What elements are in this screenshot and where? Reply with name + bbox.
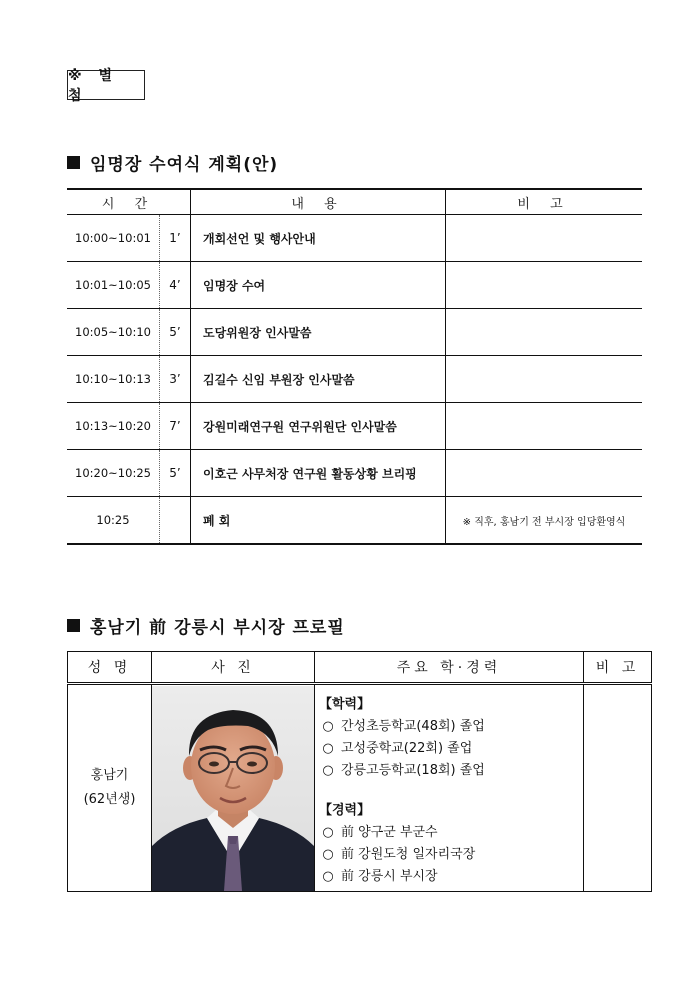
bullet-icon: ○ bbox=[322, 825, 334, 840]
profile-section-title bbox=[67, 613, 345, 638]
row-duration: 5’ bbox=[160, 309, 191, 356]
schedule-header-row bbox=[67, 189, 642, 215]
list-item bbox=[319, 821, 579, 840]
row-content: 폐 회 bbox=[191, 497, 446, 545]
education-item: 간성초등학교(48회) 졸업 bbox=[341, 719, 485, 734]
profile-note-cell bbox=[584, 684, 652, 892]
portrait-photo bbox=[152, 686, 314, 891]
header-content: 내 용 bbox=[191, 189, 446, 215]
profile-title-text: 홍남기 前 강릉시 부시장 프로필 bbox=[90, 618, 345, 638]
schedule-section-title bbox=[67, 150, 278, 175]
row-duration: 5’ bbox=[160, 450, 191, 497]
table-row bbox=[67, 215, 642, 262]
education-item: 고성중학교(22회) 졸업 bbox=[341, 741, 473, 756]
header-career: 주요 학·경력 bbox=[315, 652, 584, 684]
row-time: 10:10~10:13 bbox=[67, 356, 160, 403]
attachment-label: ※ 별 첨 bbox=[67, 70, 145, 100]
photo-cell bbox=[152, 684, 315, 892]
header-note: 비 고 bbox=[584, 652, 652, 684]
black-square-icon bbox=[67, 156, 80, 169]
row-note bbox=[446, 403, 643, 450]
row-note bbox=[446, 215, 643, 262]
profile-table bbox=[67, 651, 652, 892]
row-duration: 3’ bbox=[160, 356, 191, 403]
education-item: 강릉고등학교(18회) 졸업 bbox=[341, 763, 485, 778]
row-duration: 7’ bbox=[160, 403, 191, 450]
row-duration: 4’ bbox=[160, 262, 191, 309]
header-photo: 사 진 bbox=[152, 652, 315, 684]
row-time: 10:01~10:05 bbox=[67, 262, 160, 309]
list-item bbox=[319, 759, 579, 778]
row-time: 10:00~10:01 bbox=[67, 215, 160, 262]
career-cell bbox=[315, 684, 584, 892]
table-row bbox=[67, 497, 642, 545]
schedule-title-text: 임명장 수여식 계획(안) bbox=[90, 155, 279, 175]
table-row bbox=[67, 450, 642, 497]
row-duration: 1’ bbox=[160, 215, 191, 262]
table-row bbox=[67, 403, 642, 450]
row-content: 강원미래연구원 연구위원단 인사말씀 bbox=[191, 403, 446, 450]
list-item bbox=[319, 737, 579, 756]
bullet-icon: ○ bbox=[322, 741, 334, 756]
person-birth: (62년생) bbox=[83, 792, 136, 807]
row-time: 10:25 bbox=[96, 513, 130, 527]
row-time: 10:05~10:10 bbox=[67, 309, 160, 356]
row-note bbox=[446, 356, 643, 403]
career-item: 前 강원도청 일자리국장 bbox=[341, 847, 476, 862]
career-item: 前 강릉시 부시장 bbox=[341, 869, 438, 884]
bullet-icon: ○ bbox=[322, 847, 334, 862]
bullet-icon: ○ bbox=[322, 719, 334, 734]
profile-row bbox=[68, 684, 652, 892]
row-note bbox=[446, 309, 643, 356]
row-content: 도당위원장 인사말씀 bbox=[191, 309, 446, 356]
row-content: 개회선언 및 행사안내 bbox=[191, 215, 446, 262]
header-time: 시 간 bbox=[67, 189, 191, 215]
table-row bbox=[67, 262, 642, 309]
row-content: 이호근 사무처장 연구원 활동상황 브리핑 bbox=[191, 450, 446, 497]
row-time: 10:13~10:20 bbox=[67, 403, 160, 450]
education-heading: 【학력】 bbox=[319, 697, 371, 712]
row-note: ※ 직후, 홍남기 전 부시장 입당환영식 bbox=[446, 497, 643, 545]
row-note bbox=[446, 262, 643, 309]
row-note bbox=[446, 450, 643, 497]
table-row bbox=[67, 309, 642, 356]
profile-header-row bbox=[68, 652, 652, 684]
bullet-icon: ○ bbox=[322, 763, 334, 778]
table-row bbox=[67, 356, 642, 403]
black-square-icon bbox=[67, 619, 80, 632]
row-content: 김길수 신임 부원장 인사말씀 bbox=[191, 356, 446, 403]
name-cell bbox=[68, 684, 152, 892]
row-time: 10:20~10:25 bbox=[67, 450, 160, 497]
list-item bbox=[319, 843, 579, 862]
bullet-icon: ○ bbox=[322, 869, 334, 884]
career-item: 前 양구군 부군수 bbox=[341, 825, 438, 840]
header-note: 비 고 bbox=[446, 189, 643, 215]
list-item bbox=[319, 715, 579, 734]
career-heading: 【경력】 bbox=[319, 803, 371, 818]
header-name: 성 명 bbox=[68, 652, 152, 684]
person-name: 홍남기 bbox=[90, 768, 129, 783]
row-duration bbox=[160, 497, 191, 545]
list-item bbox=[319, 865, 579, 884]
schedule-table bbox=[67, 188, 642, 545]
row-content: 임명장 수여 bbox=[191, 262, 446, 309]
